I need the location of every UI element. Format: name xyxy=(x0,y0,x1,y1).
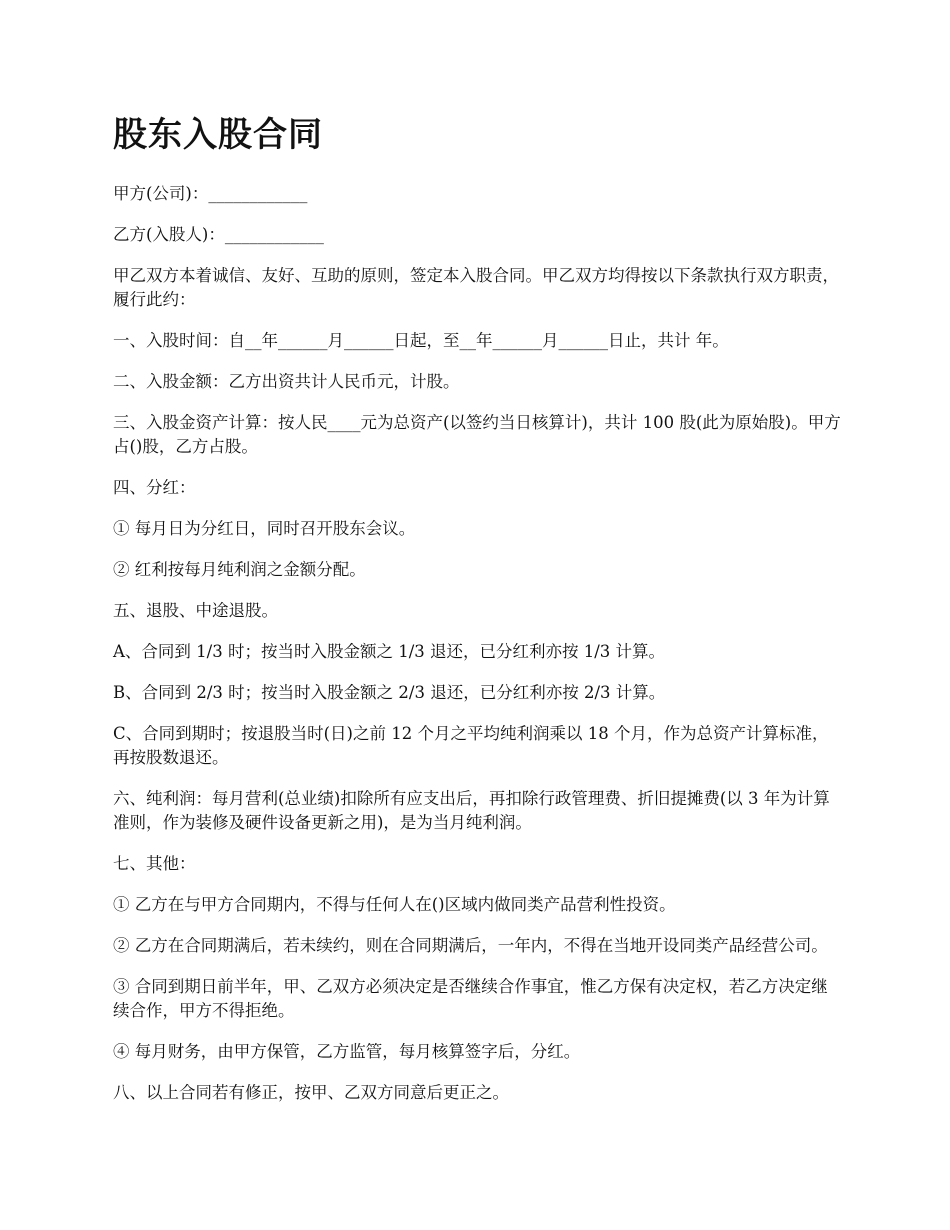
clause-7-item-1: ① 乙方在与甲方合同期内，不得与任何人在()区域内做同类产品营利性投资。 xyxy=(113,895,676,914)
clause-5-item-b: B、合同到 2/3 时；按当时入股金额之 2/3 退还，已分红利亦按 2/3 计算。 xyxy=(113,683,666,702)
party-a-line: 甲方(公司)：____________ xyxy=(113,184,308,203)
clause-5-item-a: A、合同到 1/3 时；按当时入股金额之 1/3 退还，已分红利亦按 1/3 计算。 xyxy=(113,642,666,661)
clause-4-item-2: ② 红利按每月纯利润之金额分配。 xyxy=(113,560,366,579)
clause-5-withdrawal-heading: 五、退股、中途退股。 xyxy=(113,601,278,620)
clause-4-item-1: ① 每月日为分红日，同时召开股东会议。 xyxy=(113,519,416,538)
clause-6-net-profit: 六、纯利润：每月营利(总业绩)扣除所有应支出后，再扣除行政管理费、折旧提摊费(以 3 年为计算准则，作为装修及硬件设备更新之用)，是为当月纯利润。 xyxy=(113,789,830,832)
clause-7-other-heading: 七、其他： xyxy=(113,854,196,873)
clause-3-asset-calc: 三、入股金资产计算：按人民____元为总资产(以签约当日核算计)，共计 100 股(此为原始股)。甲方占()股，乙方占股。 xyxy=(113,413,841,456)
clause-8-amendment: 八、以上合同若有修正，按甲、乙双方同意后更正之。 xyxy=(113,1083,509,1102)
clause-1-time: 一、入股时间：自__年______月______日起，至__年______月______日止，共计 年。 xyxy=(113,331,729,350)
clause-2-amount: 二、入股金额：乙方出资共计人民币元，计股。 xyxy=(113,372,460,391)
clause-5-item-c: C、合同到期时；按退股当时(日)之前 12 个月之平均纯利润乘以 18 个月，作为总资产计算标准，再按股数退还。 xyxy=(113,724,829,767)
party-b-line: 乙方(入股人)：____________ xyxy=(113,225,324,244)
document-page xyxy=(113,110,841,1122)
document-title: 股东入股合同 xyxy=(113,115,323,155)
clause-7-item-4: ④ 每月财务，由甲方保管，乙方监管，每月核算签字后，分红。 xyxy=(113,1042,581,1061)
clause-4-dividend-heading: 四、分红： xyxy=(113,478,196,497)
clause-7-item-3: ③ 合同到期日前半年，甲、乙双方必须决定是否继续合作事宜，惟乙方保有决定权，若乙方决定继续合作，甲方不得拒绝。 xyxy=(113,977,828,1020)
clause-7-item-2: ② 乙方在合同期满后，若未续约，则在合同期满后，一年内，不得在当地开设同类产品经营公司。 xyxy=(113,936,828,955)
preamble-paragraph: 甲乙双方本着诚信、友好、互助的原则，签定本入股合同。甲乙双方均得按以下条款执行双方职责，履行此约： xyxy=(113,266,839,309)
